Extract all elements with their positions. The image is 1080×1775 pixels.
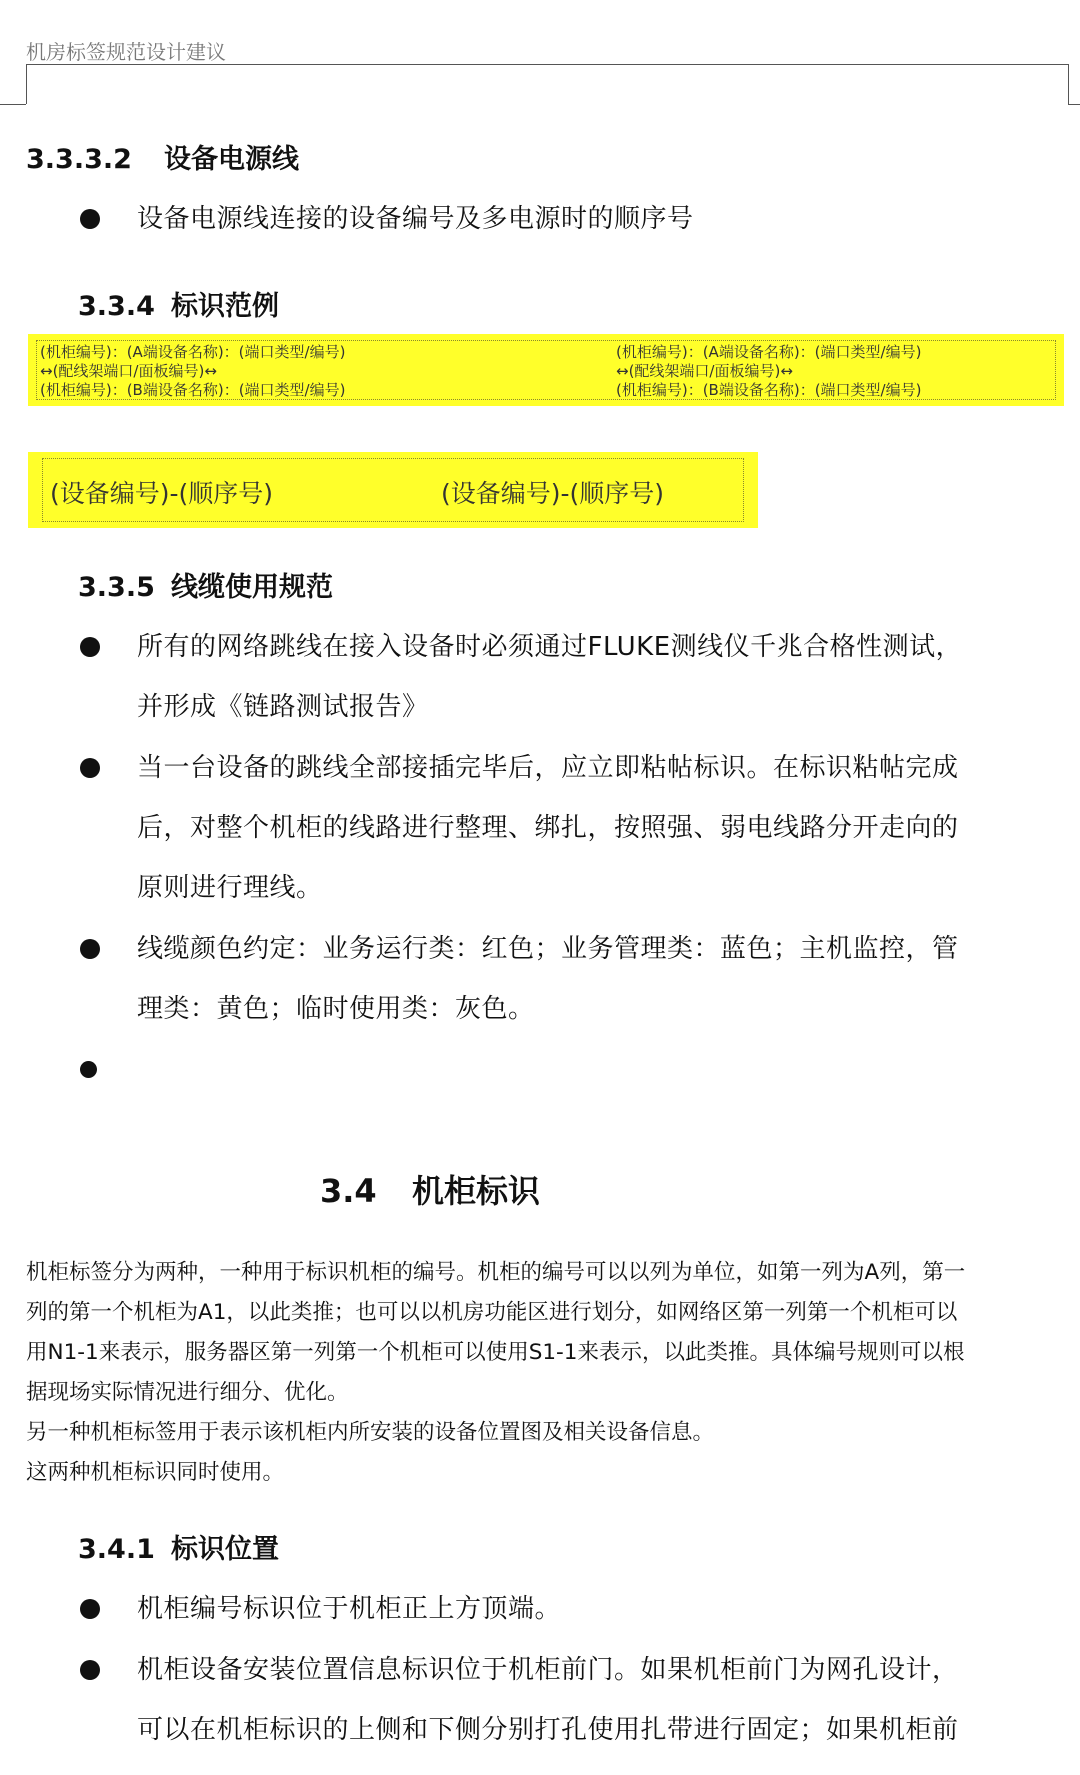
power-label-left: (设备编号)-(顺序号) xyxy=(50,479,274,508)
power-label-right: (设备编号)-(顺序号) xyxy=(441,479,665,508)
heading-title: 设备电源线 xyxy=(164,144,299,175)
bullet-icon xyxy=(80,1660,100,1680)
heading-number: 3.3.3.2 xyxy=(26,144,132,175)
label-line: (机柜编号)：(B端设备名称)：(端口类型/编号) xyxy=(616,381,922,399)
label-line: ↔(配线架端口/面板编号)↔ xyxy=(40,362,217,380)
bullet-line: 所有的网络跳线在接入设备时必须通过FLUKE测线仪千兆合格性测试， xyxy=(137,632,963,662)
label-line: (机柜编号)：(A端设备名称)：(端口类型/编号) xyxy=(616,343,922,361)
paragraph-line: 机柜标签分为两种，一种用于标识机柜的编号。机柜的编号可以以列为单位，如第一列为A列，第一 xyxy=(26,1260,966,1285)
bullet-item xyxy=(137,919,1049,1039)
bullet-line: 原则进行理线。 xyxy=(137,873,323,903)
bullet-line: 理类：黄色；临时使用类：灰色。 xyxy=(137,994,535,1024)
paragraph-line: 用N1-1来表示，服务器区第一列第一个机柜可以使用S1-1来表示，以此类推。具体编号规则可以根 xyxy=(26,1340,965,1365)
header-corner-left xyxy=(26,64,27,104)
bullet-line: 并形成《链路测试报告》 xyxy=(137,692,429,722)
label-line: (机柜编号)：(B端设备名称)：(端口类型/编号) xyxy=(40,381,346,399)
heading-number: 3.4 xyxy=(320,1172,377,1210)
bullet-item xyxy=(137,738,1049,918)
heading-334 xyxy=(78,284,279,323)
bullet-line: 当一台设备的跳线全部接插完毕后，应立即粘帖标识。在标识粘帖完成 xyxy=(137,753,959,783)
header-corner-right-foot xyxy=(1068,104,1080,105)
paragraph-line: 列的第一个机柜为A1，以此类推；也可以以机房功能区进行划分，如网络区第一列第一个机柜可以 xyxy=(26,1300,958,1325)
bullet-icon xyxy=(80,1061,97,1078)
heading-3332 xyxy=(26,137,299,176)
power-label-example xyxy=(28,452,758,528)
cable-label-example xyxy=(28,334,1064,406)
label-sample-left xyxy=(40,343,345,400)
body-paragraph xyxy=(26,1253,1066,1493)
heading-title: 标识位置 xyxy=(171,1534,279,1565)
bullet-item xyxy=(137,1579,1049,1639)
heading-title: 标识范例 xyxy=(171,291,279,322)
running-header: 机房标签规范设计建议 xyxy=(26,40,226,64)
bullet-icon xyxy=(80,209,100,229)
header-rule xyxy=(26,64,1068,65)
bullet-item xyxy=(137,1640,1049,1760)
heading-number: 3.3.4 xyxy=(78,291,155,322)
heading-number: 3.4.1 xyxy=(78,1534,155,1565)
bullet-icon xyxy=(80,1599,100,1619)
bullet-line: 机柜设备安装位置信息标识位于机柜前门。如果机柜前门为网孔设计， xyxy=(137,1655,959,1685)
bullet-item xyxy=(137,617,1049,737)
bullet-item: 设备电源线连接的设备编号及多电源时的顺序号 xyxy=(137,204,694,234)
label-sample-right xyxy=(616,343,921,400)
heading-335 xyxy=(78,565,333,604)
bullet-line: 线缆颜色约定：业务运行类：红色；业务管理类：蓝色；主机监控，管 xyxy=(137,934,959,964)
bullet-line: 机柜编号标识位于机柜正上方顶端。 xyxy=(137,1594,562,1624)
bullet-line: 后，对整个机柜的线路进行整理、绑扎，按照强、弱电线路分开走向的 xyxy=(137,813,959,843)
bullet-line: 可以在机柜标识的上侧和下侧分别打孔使用扎带进行固定；如果机柜前 xyxy=(137,1715,959,1745)
bullet-icon xyxy=(80,637,100,657)
header-corner-right xyxy=(1068,64,1069,104)
heading-number: 3.3.5 xyxy=(78,572,155,603)
paragraph-line: 据现场实际情况进行细分、优化。 xyxy=(26,1380,349,1405)
label-line: ↔(配线架端口/面板编号)↔ xyxy=(616,362,793,380)
heading-title: 机柜标识 xyxy=(412,1172,541,1210)
label-line: (机柜编号)：(A端设备名称)：(端口类型/编号) xyxy=(40,343,346,361)
bullet-icon xyxy=(80,939,100,959)
bullet-icon xyxy=(80,758,100,778)
heading-341 xyxy=(78,1527,279,1566)
paragraph-line: 另一种机柜标签用于表示该机柜内所安装的设备位置图及相关设备信息。 xyxy=(26,1420,715,1445)
heading-title: 线缆使用规范 xyxy=(171,572,333,603)
header-corner-left-foot xyxy=(0,104,26,105)
heading-34 xyxy=(320,1166,540,1212)
paragraph-line: 这两种机柜标识同时使用。 xyxy=(26,1460,285,1485)
